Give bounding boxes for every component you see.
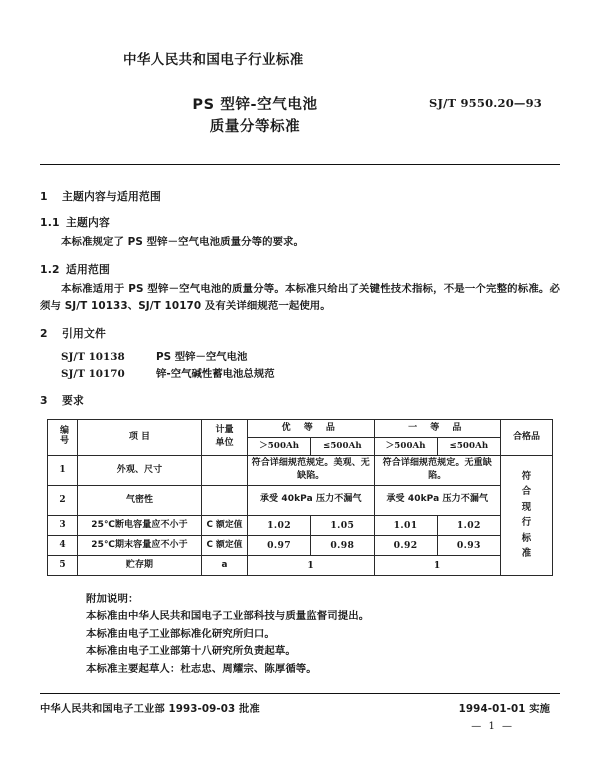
clause-2-heading xyxy=(40,325,560,342)
pass-vertical-char: 现 xyxy=(521,501,532,513)
row-item-name: 25℃断电容量应不小于 xyxy=(78,515,202,535)
document-footer xyxy=(40,694,560,732)
clause-1-1-heading xyxy=(40,214,560,231)
table-header-row-1 xyxy=(48,419,553,437)
header-unit-line1: 计量 xyxy=(215,425,234,435)
table-row xyxy=(48,535,553,555)
clause-1-2-title: 适用范围 xyxy=(66,262,110,276)
document-title-line1: PS 型锌-空气电池 xyxy=(192,97,318,113)
row-value-excellent: 1 xyxy=(248,555,375,575)
implementation-date: 1994-01-01 实施 xyxy=(458,703,550,715)
note-line: 本标准由电子工业部标准化研究所归口。 xyxy=(86,627,275,640)
row-item-name: 25℃期末容量应不小于 xyxy=(78,535,202,555)
header-cell-first-gt500: ＞500Ah xyxy=(374,437,437,455)
clause-1-2-number: 1.2 xyxy=(40,262,60,276)
header-no-text: 编号 xyxy=(58,424,68,445)
row-unit xyxy=(202,455,248,485)
row-number: 2 xyxy=(48,485,78,515)
note-line: 本标准由电子工业部第十八研究所负责起草。 xyxy=(86,645,296,657)
requirements-table-wrapper xyxy=(40,419,560,576)
header-cell-no xyxy=(48,419,78,455)
clause-1-title: 主题内容与适用范围 xyxy=(62,190,161,203)
header-cell-first-le500: ≤500Ah xyxy=(437,437,500,455)
table-row xyxy=(48,515,553,535)
table-row xyxy=(48,555,553,575)
header-cell-excellent-le500: ≤500Ah xyxy=(311,437,374,455)
table-body xyxy=(48,455,553,575)
row-value-excellent-le500: 0.98 xyxy=(311,535,374,555)
header-cell-grade-first: 一 等 品 xyxy=(374,419,501,437)
title-block xyxy=(40,94,560,144)
clause-1-heading xyxy=(40,188,560,205)
clause-1-2-heading xyxy=(40,261,560,278)
clause-2-title: 引用文件 xyxy=(62,326,106,340)
header-cell-grade-excellent: 优 等 品 xyxy=(248,419,375,437)
row-unit: a xyxy=(202,555,248,575)
row-value-excellent: 承受 40kPa 压力不漏气 xyxy=(248,485,375,515)
clause-1-1-paragraph: 本标准规定了 PS 型锌－空气电池质量分等的要求。 xyxy=(61,236,305,248)
document-header xyxy=(40,0,560,165)
row-number: 5 xyxy=(48,555,78,575)
row-value-first-gt500: 0.92 xyxy=(374,535,437,555)
standard-number: SJ/T 9550.20—93 xyxy=(428,96,542,110)
notes-title: 附加说明： xyxy=(86,592,139,605)
reference-code: SJ/T 10138 xyxy=(61,350,125,363)
pass-vertical-char: 合 xyxy=(521,486,532,497)
clause-3-heading xyxy=(40,392,560,409)
header-cell-item: 项 目 xyxy=(78,419,202,455)
clause-3-number: 3 xyxy=(40,393,48,407)
row-value-first-le500: 1.02 xyxy=(437,515,500,535)
pass-vertical-text xyxy=(501,469,552,562)
reference-item xyxy=(40,349,560,366)
clause-1-number: 1 xyxy=(40,190,48,203)
reference-code: SJ/T 10170 xyxy=(61,367,125,380)
row-value-excellent-gt500: 0.97 xyxy=(248,535,311,555)
row-number: 1 xyxy=(48,455,78,485)
row-number: 3 xyxy=(48,515,78,535)
additional-notes xyxy=(40,591,560,679)
reference-name: PS 型锌－空气电池 xyxy=(156,350,248,363)
clause-1-1-title: 主题内容 xyxy=(66,216,110,229)
row-value-pass xyxy=(501,455,553,575)
row-item-name: 外观、尺寸 xyxy=(78,455,202,485)
clause-3-title: 要求 xyxy=(62,393,84,407)
document-body xyxy=(40,165,560,678)
row-value-excellent-le500: 1.05 xyxy=(311,515,374,535)
row-unit xyxy=(202,485,248,515)
row-value-first: 1 xyxy=(374,555,501,575)
table-row xyxy=(48,455,553,485)
row-unit: C 额定值 xyxy=(202,515,248,535)
row-value-first-gt500: 1.01 xyxy=(374,515,437,535)
row-value-first: 符合详细规范规定。无重缺陷。 xyxy=(374,455,501,485)
row-unit: C 额定值 xyxy=(202,535,248,555)
pass-vertical-char: 准 xyxy=(521,548,532,559)
requirements-table xyxy=(47,419,553,576)
document-title-line2: 质量分等标准 xyxy=(209,119,301,135)
pass-vertical-char: 标 xyxy=(521,532,532,544)
row-value-first: 承受 40kPa 压力不漏气 xyxy=(374,485,501,515)
row-item-name: 气密性 xyxy=(78,485,202,515)
header-unit-line2: 单位 xyxy=(215,438,234,448)
row-value-excellent-gt500: 1.02 xyxy=(248,515,311,535)
header-cell-grade-pass: 合格品 xyxy=(501,419,553,455)
header-cell-excellent-gt500: ＞500Ah xyxy=(248,437,311,455)
clause-1-2-paragraph: 本标准适用于 PS 型锌－空气电池的质量分等。本标准只给出了关键性技术指标，不是一个完整的标准。必须与 SJ/T 10133、SJ/T 10170 及有关详细规范一起使用。 xyxy=(40,282,560,312)
clause-1-1-number: 1.1 xyxy=(40,216,60,229)
clause-2-number: 2 xyxy=(40,326,48,340)
note-line: 本标准由中华人民共和国电子工业部科技与质量监督司提出。 xyxy=(86,610,370,622)
reference-name: 锌-空气碱性蓄电池总规范 xyxy=(156,367,275,380)
approval-line: 中华人民共和国电子工业部 1993-09-03 批准 xyxy=(40,703,260,715)
row-value-first-le500: 0.93 xyxy=(437,535,500,555)
page-number: — 1 — xyxy=(471,721,514,732)
reference-item xyxy=(40,366,560,383)
pass-vertical-char: 符 xyxy=(521,470,532,482)
row-number: 4 xyxy=(48,535,78,555)
note-line: 本标准主要起草人：杜志忠、周耀宗、陈厚循等。 xyxy=(86,662,317,675)
header-cell-unit xyxy=(202,419,248,455)
table-head xyxy=(48,419,553,455)
table-row xyxy=(48,485,553,515)
reference-list xyxy=(40,349,560,383)
pass-vertical-char: 行 xyxy=(521,517,532,528)
row-item-name: 贮存期 xyxy=(78,555,202,575)
ministry-line: 中华人民共和国电子行业标准 xyxy=(123,52,304,68)
row-value-excellent: 符合详细规范规定。美观、无缺陷。 xyxy=(248,455,375,485)
